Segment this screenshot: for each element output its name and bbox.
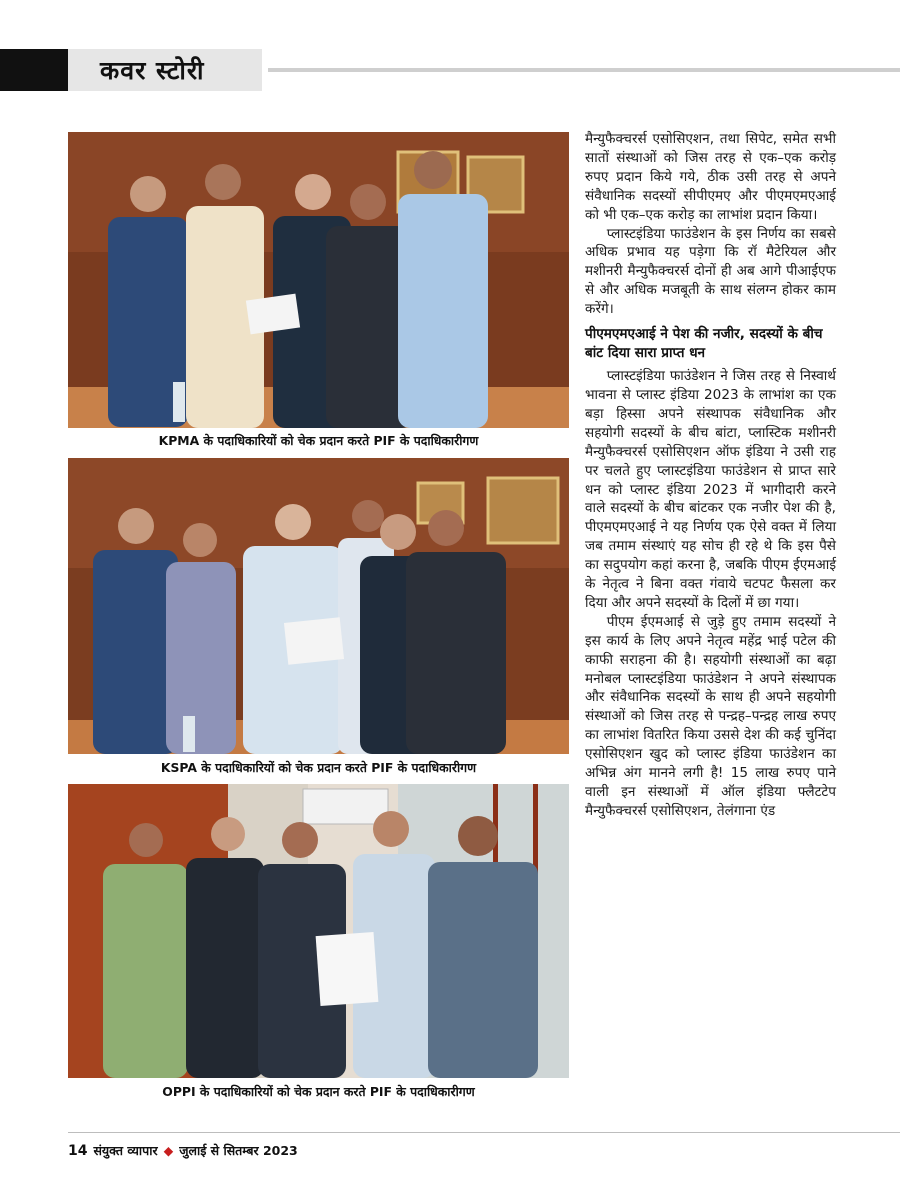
article-subheading: पीएमएमएआई ने पेश की नजीर, सदस्यों के बीच बांट दिया सारा प्राप्त धन: [585, 326, 823, 362]
photo-caption: KPMA के पदाधिकारियों को चेक प्रदान करते PIF के पदाधिकारीगण: [158, 433, 479, 448]
photo-oppi: [68, 784, 569, 1078]
header-rule: [268, 68, 900, 72]
page-footer: [68, 1142, 298, 1159]
footer-rule: [68, 1132, 900, 1133]
publication-name: संयुक्त व्यापार: [93, 1143, 158, 1158]
article-column: [585, 130, 836, 821]
photo-kpma: [68, 132, 569, 428]
diamond-icon: ◆: [163, 1143, 174, 1158]
article-paragraph: प्लास्टइंडिया फाउंडेशन ने जिस तरह से निस्वार्थ भावना से प्लास्ट इंडिया 2023 के लाभांश का एक बड़ा हिस्सा अपने संस्थापक संवैधानिक और सहयोगी सदस्यों के बीच बांटा, प्लास्टिक मशीनरी मैन्युफैक्चरर्स एसोसिएशन ऑफ इंडिया ने उसी राह पर चलते हुए प्लास्टइंडिया फाउंडेशन से प्राप्त सारे धन को प्लास्ट इंडिया 2023 में भागीदारी करने वाले सदस्यों के बीच बांटकर एक नजीर पेश की है, पीएमएमएआई ने यह निर्णय एक ऐसे वक्त में लिया जब तमाम संस्थाएं यह सोच ही रहे थे कि इस पैसे का सदुपयोग कहां करना है, जबकि पीएम ईएमआई के नेतृत्व ने बिना वक्त गंवाये चटपट फैसला कर दिया और अपने सदस्यों के दिलों में छा गया।: [585, 368, 836, 611]
photo-kspa: [68, 458, 569, 754]
article-paragraph: पीएम ईएमआई से जुड़े हुए तमाम सदस्यों ने इस कार्य के लिए अपने नेतृत्व महेंद्र भाई पटेल की काफी सराहना की है। सहयोगी संस्थाओं का बढ़ा मनोबल प्लास्टइंडिया फाउंडेशन ने अपने संस्थापक और संवैधानिक सदस्यों के साथ ही अपने सहयोगी संस्थाओं को जिस तरह से पन्द्रह–पन्द्रह लाख रुपए का लाभांश वितरित किया उससे देश की कई चुनिंदा एसोसिएशन खुद को प्लास्ट इंडिया फाउंडेशन का अभिन्न अंग मानने लगी है! 15 लाख रुपए पाने वाली इन संस्थाओं में ऑल इंडिया फ्लैटटेप मैन्युफैक्चरर्स एसोसिएशन, तेलंगाना एंड: [585, 613, 836, 819]
header-black-block: [0, 49, 68, 91]
article-paragraph: प्लास्टइंडिया फाउंडेशन के इस निर्णय का सबसे अधिक प्रभाव यह पड़ेगा कि रॉ मैटेरियल और मशीनरी मैन्युफैक्चरर्स दोनों ही अब आगे पीआईएफ से और अधिक मजबूती के साथ संलग्न होकर काम करेंगे।: [585, 225, 836, 318]
section-header: [0, 49, 900, 91]
section-title: कवर स्टोरी: [100, 56, 205, 85]
issue-date: जुलाई से सितम्बर 2023: [179, 1143, 298, 1158]
photo-caption: OPPI के पदाधिकारियों को चेक प्रदान करते PIF के पदाधिकारीगण: [162, 1084, 475, 1099]
photo-caption: KSPA के पदाधिकारियों को चेक प्रदान करते PIF के पदाधिकारीगण: [160, 760, 477, 775]
article-paragraph: मैन्युफैक्चरर्स एसोसिएशन, तथा सिपेट, समेत सभी सातों संस्थाओं को जिस तरह से एक–एक करोड़ रुपए प्रदान किये गये, ठीक उसी तरह से अपने संवैधानिक सदस्यों सीपीएमए और पीएमएमएआई को भी एक–एक करोड़ का लाभांश प्रदान किया।: [585, 131, 836, 223]
page-number: 14: [68, 1143, 88, 1159]
